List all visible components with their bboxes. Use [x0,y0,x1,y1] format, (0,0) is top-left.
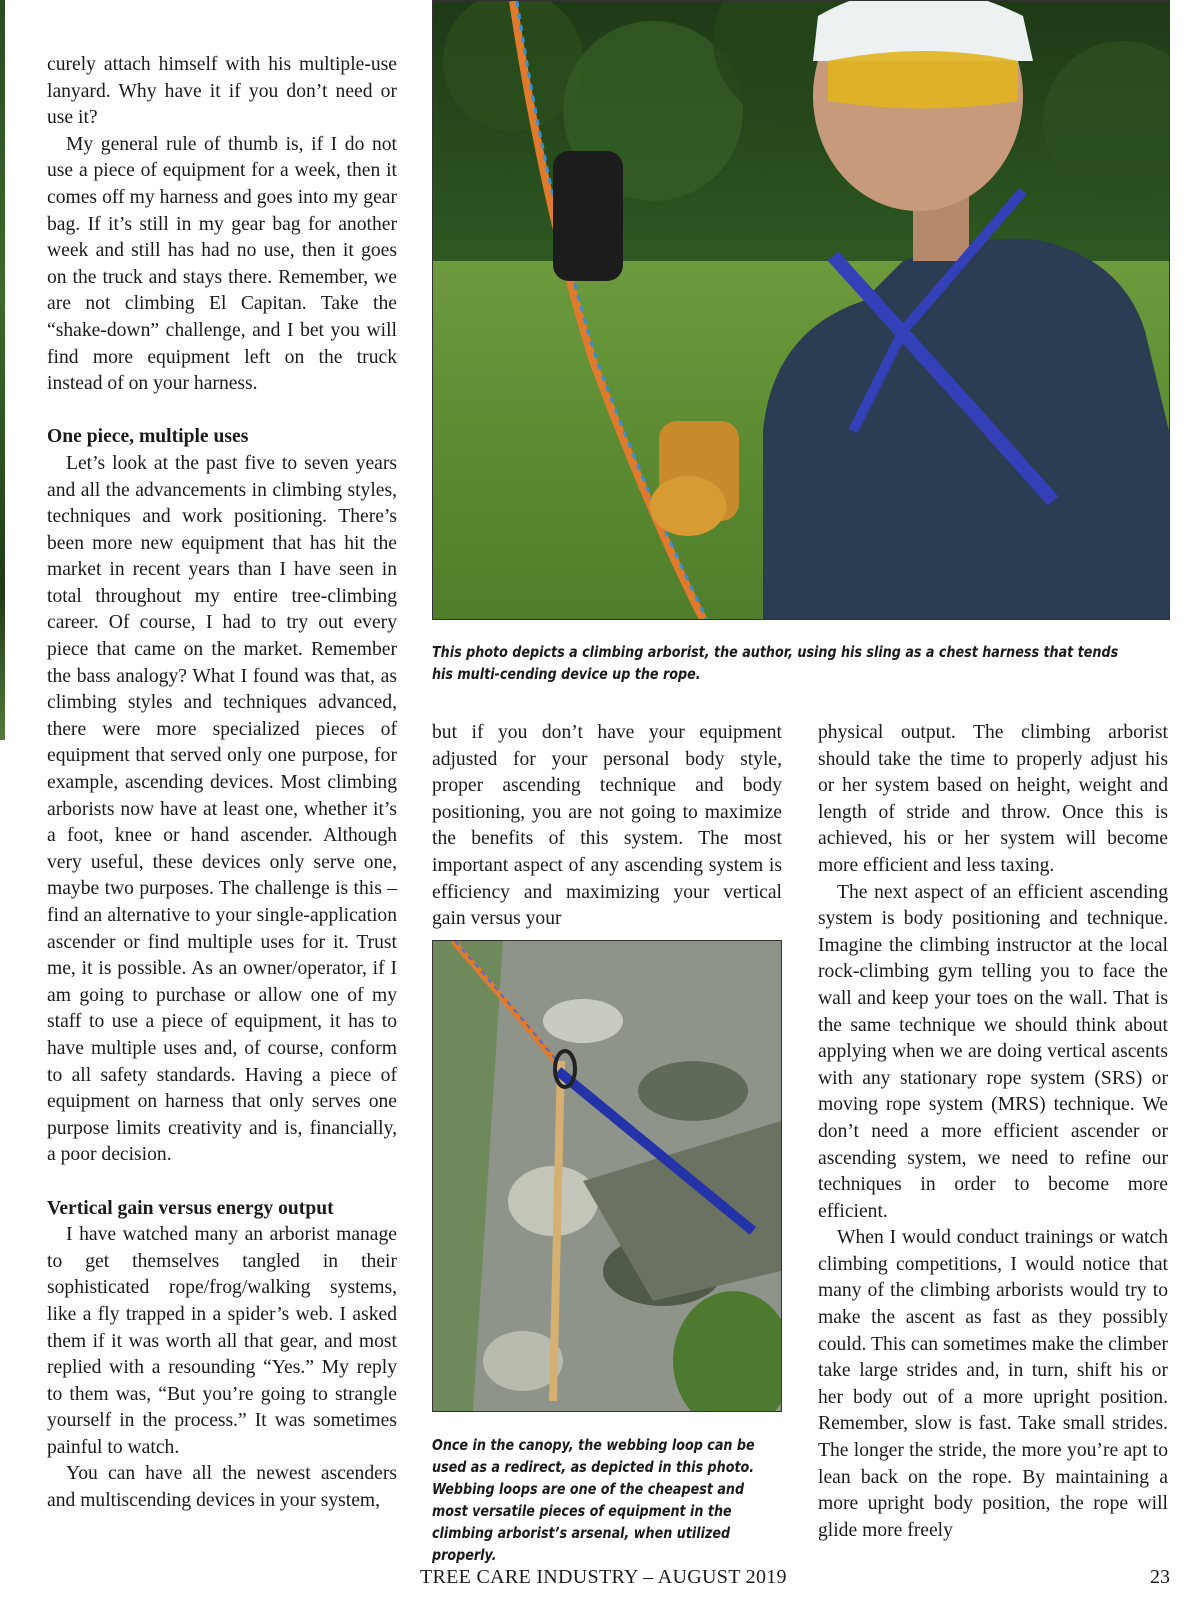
body-paragraph: When I would conduct trainings or watch climbing competitions, I would notice that many of the climbing arborists would try to make the ascent as fast as they possibly could. This can sometimes make the climber take large strides and, in turn, shift his or her body out of a more upright position. Remember, slow is fast. Take small strides. The longer the stride, the more you’re apt to lean back on the rope. By maintaining a more upright body position, the rope will glide more freely [818,1227,1168,1541]
left-text-column [47,52,397,1515]
page-edge-strip [0,0,5,740]
tree-canopy-photo-illustration [433,941,781,1411]
right-text-column [818,720,1168,1544]
section-spacer [47,1169,397,1196]
body-paragraph: You can have all the newest ascenders and multiscending devices in your system, [47,1463,397,1512]
section-spacer [47,398,397,425]
body-paragraph: but if you don’t have your equipment adjusted for your personal body style, proper ascending technique and body positioning, you are not going to maximize the benefits of this system. The most important aspect of any ascending system is efficiency and maximizing your vertical gain versus your [432,722,782,930]
photo-webbing-loop-redirect [432,940,782,1412]
section-heading: Vertical gain versus energy output [47,1197,334,1219]
arborist-photo-illustration [433,1,1169,619]
middle-text-column [432,720,782,933]
footer-publication: TREE CARE INDUSTRY – AUGUST 2019 [420,1566,787,1588]
body-paragraph: physical output. The climbing arborist should take the time to properly adjust his or her system based on height, weight and length of stride and throw. Once this is achieved, his or her system will become more efficient and less taxing. [818,722,1168,876]
photo-caption-top: This photo depicts a climbing arborist, the author, using his sling as a chest harness that tends his multi-cending device up the rope. [432,644,1119,683]
photo-caption-bottom: Once in the canopy, the webbing loop can be used as a redirect, as depicted in this photo. Webbing loops are one of the cheapest and most versatile pieces of equipment in the climbing arborist’s arsenal, when utilized properly. [432,1437,755,1564]
body-paragraph: I have watched many an arborist manage to get themselves tangled in their sophisticated rope/frog/walking systems, like a fly trapped in a spider’s web. I asked them if it was worth all that gear, and most replied with a resounding “Yes.” My reply to them was, “But you’re going to strangle yourself in the process.” It was sometimes painful to watch. [47,1224,397,1458]
body-paragraph: curely attach himself with his multiple-use lanyard. Why have it if you don’t need or use it? [47,54,397,129]
section-heading: One piece, multiple uses [47,426,249,448]
page-number: 23 [1150,1566,1170,1588]
body-paragraph: My general rule of thumb is, if I do not use a piece of equipment for a week, then it comes off my harness and goes into my gear bag. If it’s still in my gear bag for another week and still has had no use, then it goes on the truck and stays there. Remember, we are not climbing El Capitan. Take the “shake-down” challenge, and I bet you will find more equipment left on the truck instead of on your harness. [47,133,397,395]
body-paragraph: Let’s look at the past five to seven years and all the advancements in climbing styles, techniques and work positioning. There’s been more new equipment that has hit the market in recent years than I have seen in total throughout my entire tree-climbing career. Of course, I had to try out every piece that came on the market. Remember the bass analogy? What I found was that, as climbing styles and techniques advanced, there were more specialized pieces of equipment that served only one purpose, for example, ascending devices. Most climbing arborists now have at least one, whether it’s a foot, knee or hand ascender. Although very useful, these devices only serve one, maybe two purposes. The challenge is this – find an alternative to your single-application ascender or find multiple uses for it. Trust me, it is possible. As an owner/operator, if I am going to purchase or allow one of my staff to use a piece of equipment, it has to have multiple uses and, of course, conform to all safety standards. Having a piece of equipment on harness that only serves one purpose limits creativity and is, financially, a poor decision. [47,452,397,1166]
photo-arborist-chest-harness [432,0,1170,620]
body-paragraph: The next aspect of an efficient ascending system is body positioning and technique. Imagine the climbing instructor at the local rock-climbing gym telling you to face the wall and keep your toes on the wall. That is the same technique we should think about applying when we are doing vertical ascents with any stationary rope system (SRS) or moving rope system (MRS) technique. We don’t need a more efficient ascender or ascending system, we need to refine our techniques in order to become more efficient. [818,881,1168,1222]
